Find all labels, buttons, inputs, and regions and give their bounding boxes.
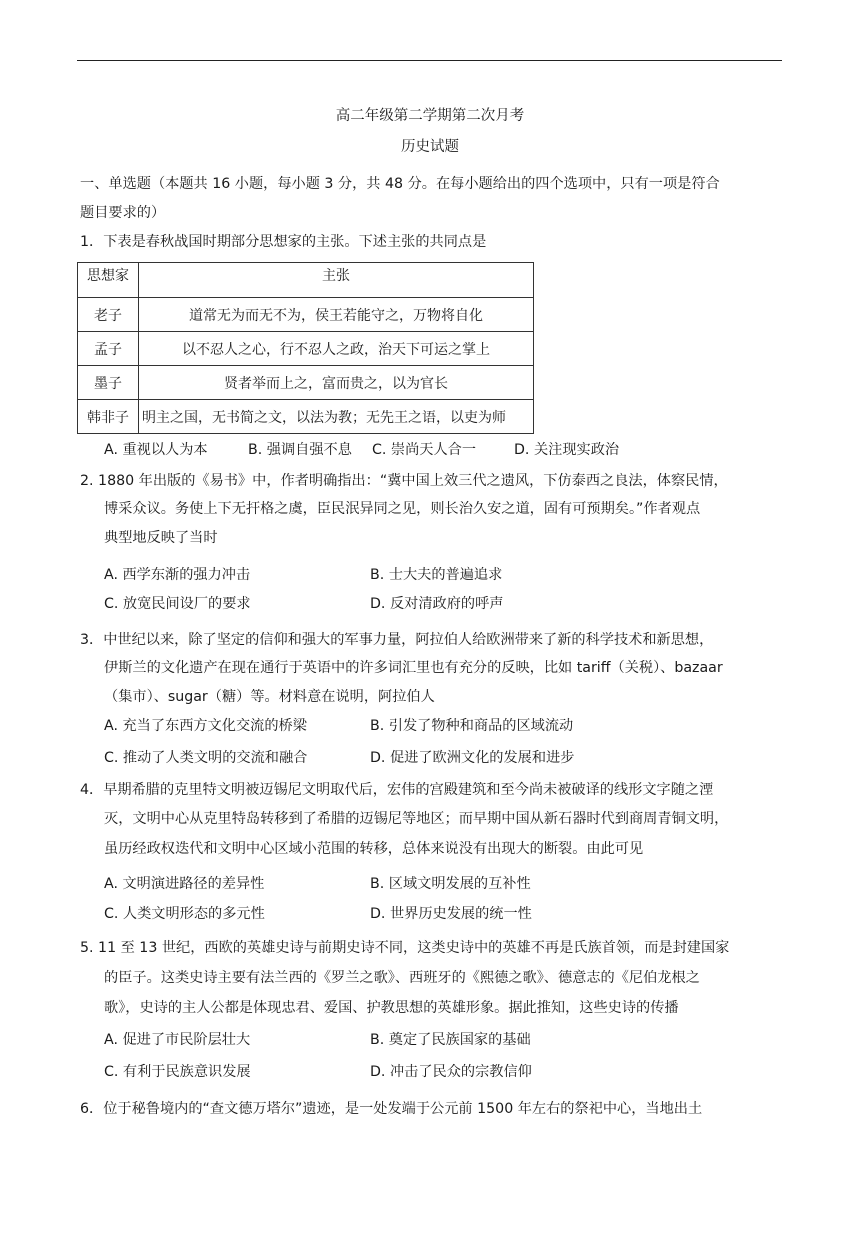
- q1-option-c[interactable]: C. 崇尚天人合一: [372, 442, 477, 458]
- q5-option-a[interactable]: A. 促进了市民阶层壮大: [104, 1032, 251, 1048]
- q5-stem-line: 的臣子。这类史诗主要有法兰西的《罗兰之歌》、西班牙的《熙德之歌》、德意志的《尼伯龙根之: [104, 970, 700, 986]
- q4-option-a[interactable]: A. 文明演进路径的差异性: [104, 876, 265, 892]
- q1-stem: 1．下表是春秋战国时期部分思想家的主张。下述主张的共同点是: [80, 234, 487, 250]
- table-row: [78, 400, 534, 434]
- exam-subtitle: 历史试题: [401, 139, 459, 155]
- q2-option-b[interactable]: B. 士大夫的普遍追求: [370, 567, 503, 583]
- table-row: [78, 298, 534, 332]
- q2-stem-line: 2. 1880 年出版的《易书》中，作者明确指出：“冀中国上效三代之遗风，下仿泰西之良法，体察民情，: [80, 473, 728, 489]
- cell-thinker: 韩非子: [78, 400, 139, 434]
- q5-option-d[interactable]: D. 冲击了民众的宗教信仰: [370, 1064, 532, 1080]
- q3-stem-line: （集市）、sugar（糖）等。材料意在说明，阿拉伯人: [104, 689, 435, 705]
- q2-option-c[interactable]: C. 放宽民间设厂的要求: [104, 596, 251, 612]
- q3-stem-line: 3．中世纪以来，除了坚定的信仰和强大的军事力量，阿拉伯人给欧洲带来了新的科学技术和新思想，: [80, 632, 714, 648]
- q2-option-a[interactable]: A. 西学东渐的强力冲击: [104, 567, 251, 583]
- exam-title: 高二年级第二学期第二次月考: [335, 108, 525, 124]
- q3-option-d[interactable]: D. 促进了欧洲文化的发展和进步: [370, 750, 575, 766]
- section-instructions-cont: 题目要求的）: [80, 205, 166, 221]
- q2-stem-line: 博采众议。务使上下无扞格之虞，臣民泯异同之见，则长治久安之道，固有可预期矣。”作者观点: [104, 501, 701, 517]
- q5-option-b[interactable]: B. 奠定了民族国家的基础: [370, 1032, 531, 1048]
- cell-thinker: 老子: [78, 298, 139, 332]
- q4-stem-line: 4．早期希腊的克里特文明被迈锡尼文明取代后，宏伟的宫殿建筑和至今尚未被破译的线形文字随之湮: [80, 782, 714, 798]
- cell-thinker: 墨子: [78, 366, 139, 400]
- table-row: [78, 366, 534, 400]
- q3-option-c[interactable]: C. 推动了人类文明的交流和融合: [104, 750, 308, 766]
- cell-view: 道常无为而无不为，侯王若能守之，万物将自化: [139, 298, 534, 332]
- table-row: [78, 332, 534, 366]
- table-header-row: [78, 263, 534, 298]
- q5-stem-line: 5. 11 至 13 世纪，西欧的英雄史诗与前期史诗不同，这类史诗中的英雄不再是氏族首领，而是封建国家: [80, 940, 730, 956]
- thinkers-table: [77, 262, 534, 434]
- section-instructions: 一、单选题（本题共 16 小题，每小题 3 分，共 48 分。在每小题给出的四个选项中，只有一项是符合: [80, 176, 720, 192]
- header-view: 主张: [139, 263, 534, 298]
- q6-stem-line: 6．位于秘鲁境内的“查文德万塔尔”遗迹，是一处发端于公元前 1500 年左右的祭祀中心，当地出土: [80, 1101, 703, 1117]
- q4-stem-line: 虽历经政权迭代和文明中心区域小范围的转移，总体来说没有出现大的断裂。由此可见: [104, 841, 644, 857]
- q1-option-d[interactable]: D. 关注现实政治: [514, 442, 620, 458]
- q2-stem-line: 典型地反映了当时: [104, 530, 218, 546]
- cell-thinker: 孟子: [78, 332, 139, 366]
- q4-option-d[interactable]: D. 世界历史发展的统一性: [370, 906, 532, 922]
- q1-option-b[interactable]: B. 强调自强不息: [248, 442, 352, 458]
- q4-stem-line: 灭，文明中心从克里特岛转移到了希腊的迈锡尼等地区；而早期中国从新石器时代到商周青铜文明，: [104, 811, 729, 827]
- header-thinker: 思想家: [78, 263, 139, 298]
- q3-option-b[interactable]: B. 引发了物种和商品的区域流动: [370, 718, 574, 734]
- cell-view: 贤者举而上之，富而贵之，以为官长: [139, 366, 534, 400]
- header-rule: [77, 60, 782, 61]
- q4-option-c[interactable]: C. 人类文明形态的多元性: [104, 906, 265, 922]
- q5-option-c[interactable]: C. 有利于民族意识发展: [104, 1064, 251, 1080]
- q3-stem-line: 伊斯兰的文化遗产在现在通行于英语中的许多词汇里也有充分的反映，比如 tariff（关税）、bazaar: [104, 660, 723, 676]
- q3-option-a[interactable]: A. 充当了东西方文化交流的桥梁: [104, 718, 307, 734]
- q4-option-b[interactable]: B. 区域文明发展的互补性: [370, 876, 531, 892]
- q1-option-a[interactable]: A. 重视以人为本: [104, 442, 208, 458]
- cell-view: 以不忍人之心，行不忍人之政，治天下可运之掌上: [139, 332, 534, 366]
- q5-stem-line: 歌》，史诗的主人公都是体现忠君、爱国、护教思想的英雄形象。据此推知，这些史诗的传播: [104, 1000, 679, 1016]
- q2-option-d[interactable]: D. 反对清政府的呼声: [370, 596, 504, 612]
- cell-view: 明主之国，无书简之文，以法为教；无先王之语，以吏为师: [139, 400, 534, 434]
